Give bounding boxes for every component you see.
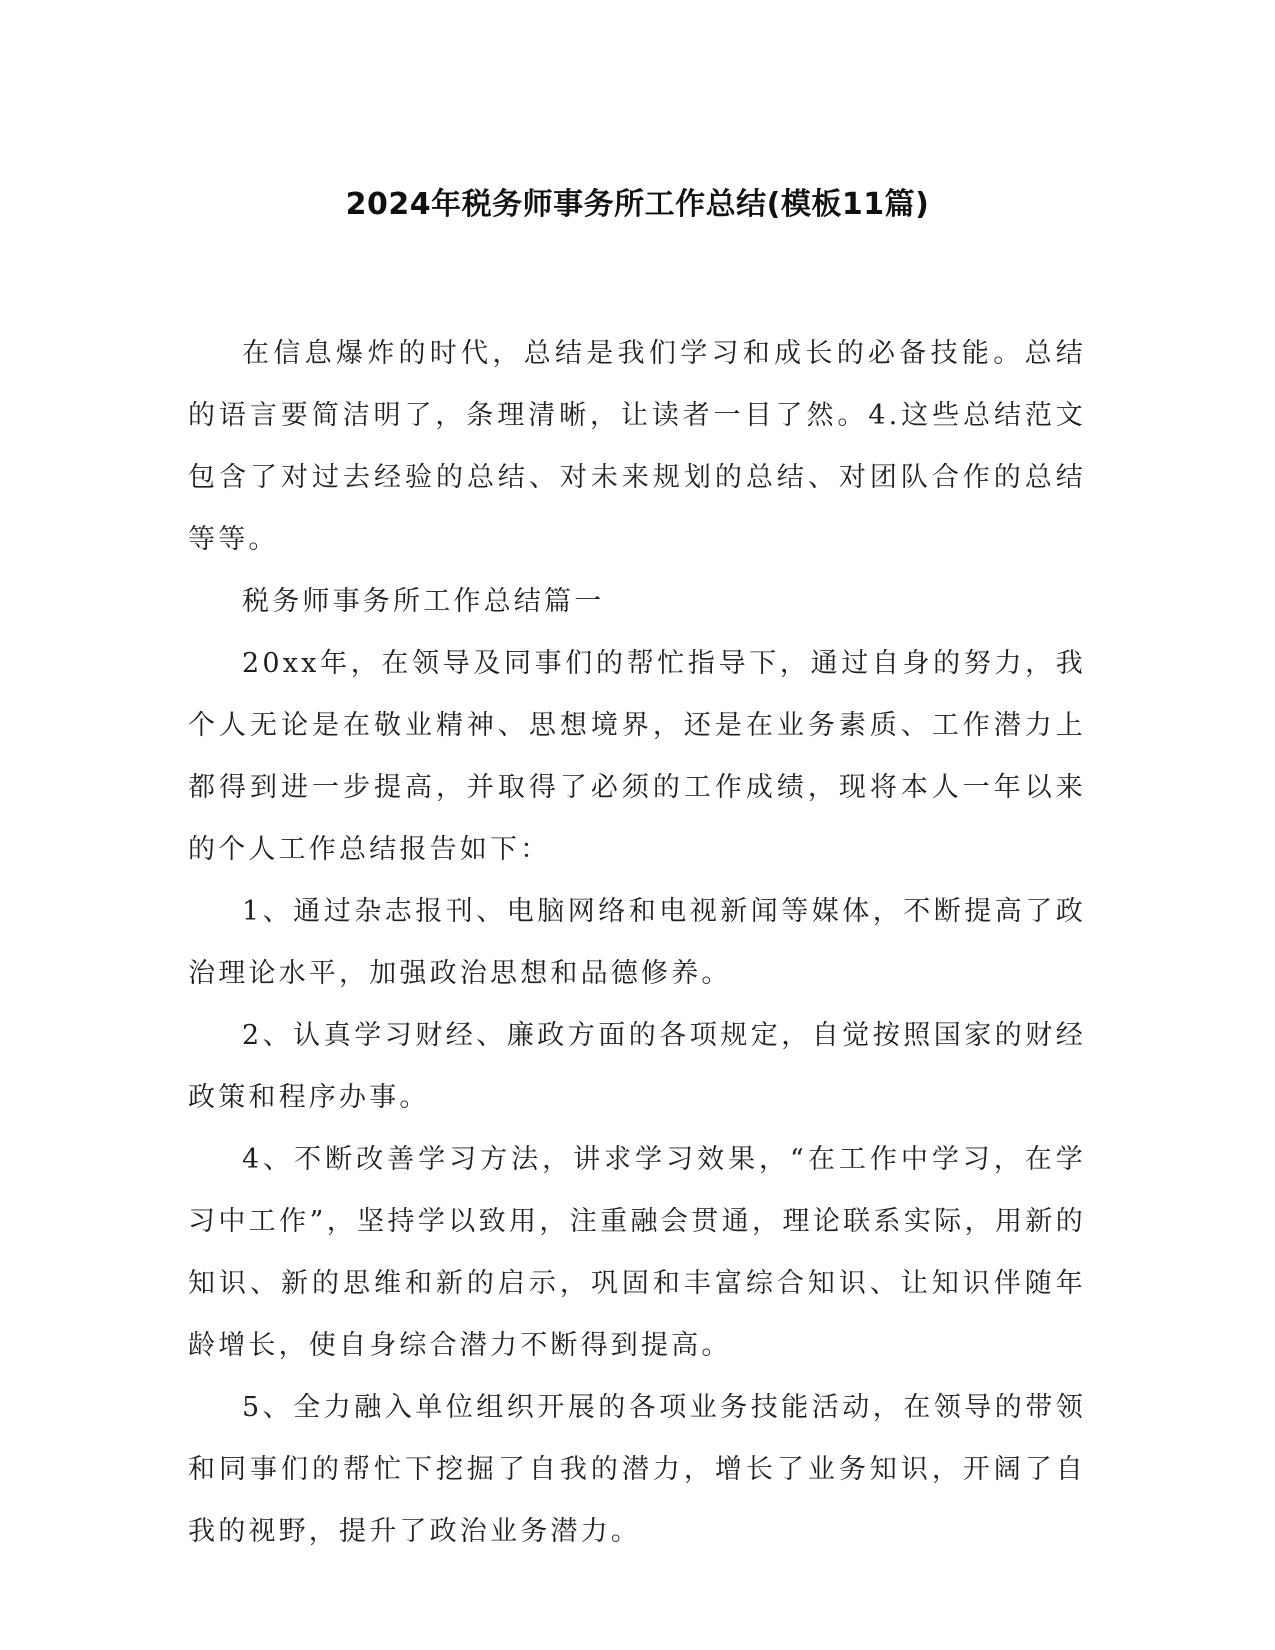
list-item-4: 4、不断改善学习方法，讲求学习效果，“在工作中学习，在学习中工作”，坚持学以致用，注重融会贯通，理论联系实际，用新的知识、新的思维和新的启示，巩固和丰富综合知识、让知识伴随年龄增长，使自身综合潜力不断得到提高。: [188, 1144, 1086, 1361]
list-item-5: 5、全力融入单位组织开展的各项业务技能活动，在领导的带领和同事们的帮忙下挖掘了自我的潜力，增长了业务知识，开阔了自我的视野，提升了政治业务潜力。: [188, 1392, 1086, 1547]
list-item-1: 1、通过杂志报刊、电脑网络和电视新闻等媒体，不断提高了政治理论水平，加强政治思想和品德修养。: [188, 896, 1086, 989]
list-item-2: 2、认真学习财经、廉政方面的各项规定，自觉按照国家的财经政策和程序办事。: [188, 1020, 1086, 1113]
section-heading: 税务师事务所工作总结篇一: [242, 586, 605, 617]
paragraph-summary-opening: 20xx年，在领导及同事们的帮忙指导下，通过自身的努力，我个人无论是在敬业精神、思想境界，还是在业务素质、工作潜力上都得到进一步提高，并取得了必须的工作成绩，现将本人一年以来的个人工作总结报告如下：: [188, 648, 1086, 865]
paragraph-intro: 在信息爆炸的时代，总结是我们学习和成长的必备技能。总结的语言要简洁明了，条理清晰，让读者一目了然。4.这些总结范文包含了对过去经验的总结、对未来规划的总结、对团队合作的总结等等。: [188, 338, 1086, 555]
document-body: [188, 323, 1086, 1563]
document-title: 2024年税务师事务所工作总结(模板11篇): [345, 187, 930, 222]
